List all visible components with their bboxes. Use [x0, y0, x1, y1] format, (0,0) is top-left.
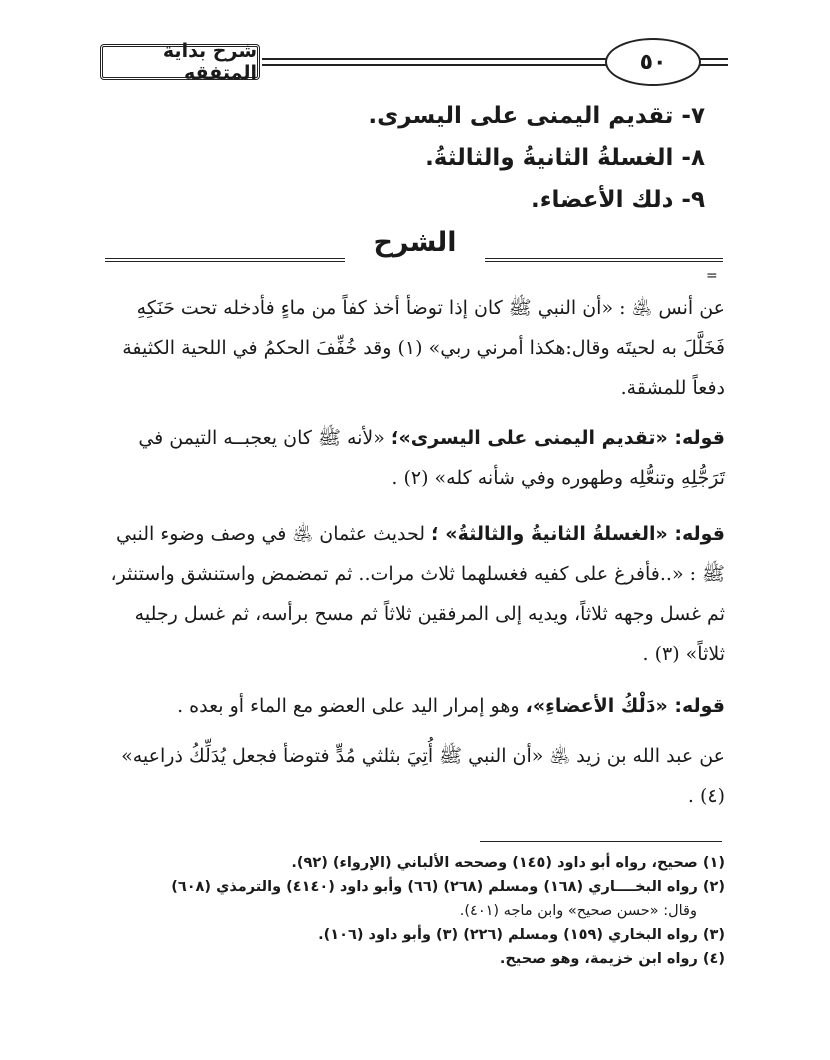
- quote-lead: قوله: «دَلْكُ الأعضاءِ»،: [525, 695, 725, 717]
- footnote-separator: [480, 841, 722, 842]
- page-number: ٥٠: [605, 38, 701, 86]
- footnote: (١) صحيح، رواه أبو داود (١٤٥) وصححه الألباني (الإرواء) (٩٢).: [291, 855, 725, 871]
- continuation-mark: =: [706, 268, 718, 284]
- list-item: ٩- دلك الأعضاء.: [531, 187, 705, 213]
- header-rule-left-lower: [262, 64, 607, 66]
- header-rule-right: [700, 58, 728, 60]
- book-title: شرح بداية المتفقه: [100, 44, 260, 80]
- list-item: ٧- تقديم اليمنى على اليسرى.: [368, 103, 705, 129]
- quote-lead: قوله: «تقديم اليمنى على اليسرى»؛: [390, 427, 725, 449]
- footnote: (٤) رواه ابن خزيمة، وهو صحيح.: [499, 951, 725, 967]
- paragraph-text: لحديث عثمان ﵁ في وصف وضوء النبي ﷺ : «..فأفرغ على كفيه فغسلهما ثلاث مرات.. ثم تمضمض واستنشق واستنثر، ثم غسل وجهه ثلاثاً، ويديه إلى المرفقين ثلاثاً ثم مسح برأسه، ثم غسل رجليه ثلاثاً» (٣) .: [110, 523, 725, 665]
- section-rule-left: [105, 258, 345, 262]
- header-rule-right-lower: [700, 64, 728, 66]
- section-rule-right: [485, 258, 723, 262]
- paragraph-anas-hadith: عن أنس ﵁ : «أن النبي ﷺ كان إذا توضأ أخذ كفاً من ماءٍ فأدخله تحت حَنَكِهِ فَخَلَّلَ به لحيتَه وقال:هكذا أمرني ربي» (١) وقد خُفِّفَ الحكمُ في اللحية الكثيفة دفعاً للمشقة.: [122, 297, 725, 399]
- footnote: (٣) رواه البخاري (١٥٩) ومسلم (٢٢٦) (٣) وأبو داود (١٠٦).: [318, 927, 725, 943]
- paragraph-text: «لأنه ﷺ كان يعجبــه التيمن في تَرَجُّلِهِ وتنعُّلِه وطهوره وفي شأنه كله» (٢) .: [138, 427, 725, 489]
- paragraph-text: وهو إمرار اليد على العضو مع الماء أو بعده .: [177, 695, 526, 717]
- footnotes: [105, 851, 725, 971]
- paragraph-abdullah-hadith: عن عبد الله بن زيد ﵁ «أن النبي ﷺ أُتِيَ بثلثي مُدٍّ فتوضأ فجعل يُدَلِّكُ ذراعيه» (٤) .: [121, 745, 725, 807]
- paragraph-right-before-left: [105, 418, 725, 498]
- footnote: (٢) رواه البخــــاري (١٦٨) ومسلم (٢٦٨) (٦٦) وأبو داود (٤١٤٠) والترمذي (٦٠٨): [171, 879, 725, 895]
- quote-lead: قوله: «الغسلةُ الثانيةُ والثالثةُ» ؛: [431, 523, 725, 545]
- header-rule-left: [262, 58, 607, 60]
- section-title: الشرح: [373, 227, 457, 258]
- footnote-continuation: وقال: «حسن صحيح» وابن ماجه (٤٠١).: [459, 903, 697, 919]
- list-item: ٨- الغسلةُ الثانيةُ والثالثةُ.: [425, 145, 705, 171]
- paragraph-second-third-wash: [105, 514, 725, 674]
- paragraph-rubbing: [105, 686, 725, 726]
